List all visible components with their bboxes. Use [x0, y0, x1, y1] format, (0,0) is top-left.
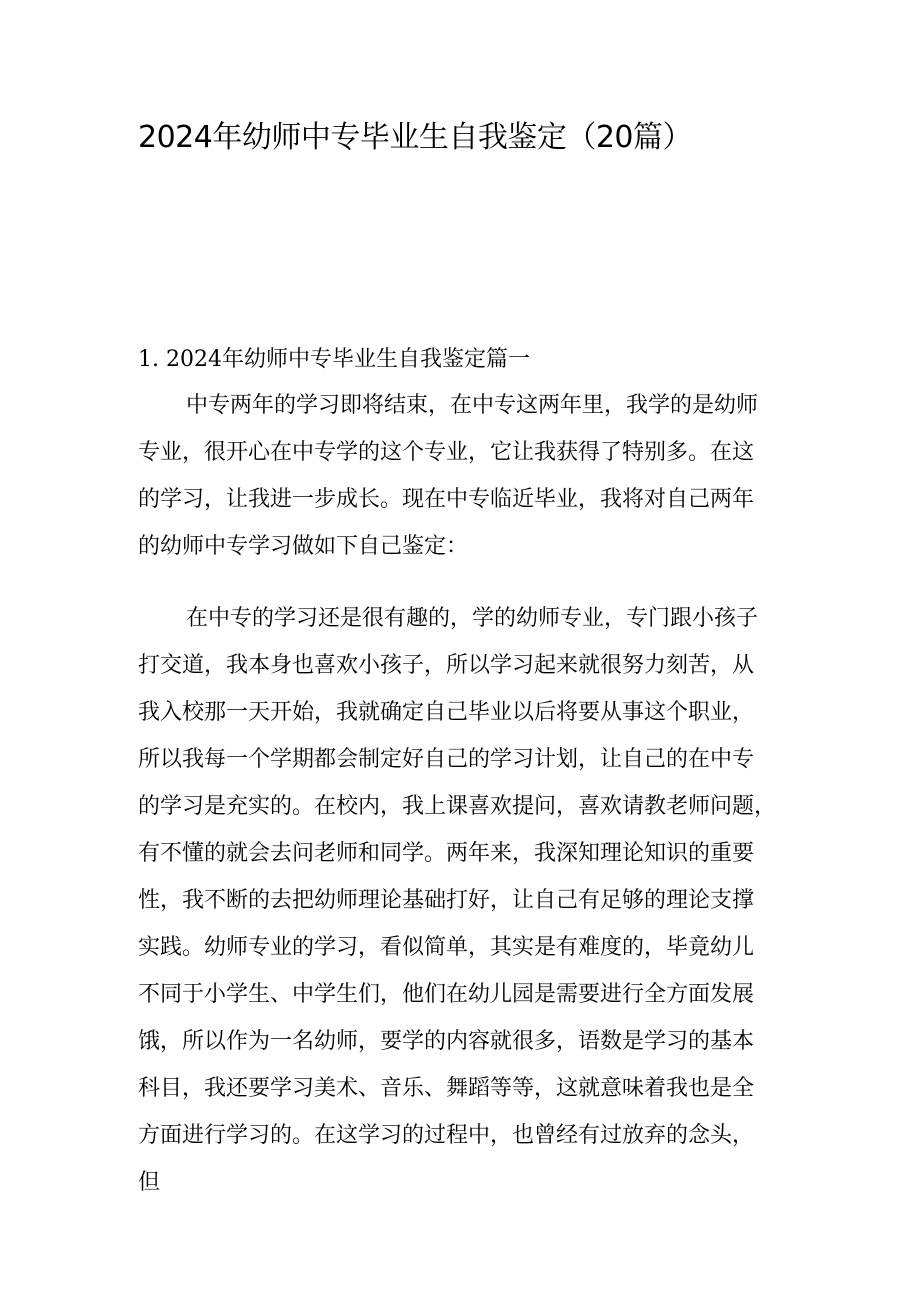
paragraph-line: 方面进行学习的。在这学习的过程中，也曾经有过放弃的念头， [138, 1123, 755, 1148]
paragraph-line: 专业，很开心在中专学的这个专业，它让我获得了特别多。在这 [138, 440, 755, 465]
paragraph-1 [138, 382, 798, 570]
paragraph-line: 但 [138, 1170, 161, 1195]
paragraph-line: 的学习，让我进一步成长。现在中专临近毕业，我将对自己两年 [138, 487, 755, 512]
paragraph-2 [138, 595, 798, 1206]
paragraph-line: 所以我每一个学期都会制定好自己的学习计划，让自己的在中专 [138, 747, 755, 772]
section-heading: 1. 2024年幼师中专毕业生自我鉴定篇一 [138, 347, 530, 372]
paragraph-line: 不同于小学生、中学生们，他们在幼儿园是需要进行全方面发展 [138, 982, 755, 1007]
paragraph-line: 饿，所以作为一名幼师，要学的内容就很多，语数是学习的基本 [138, 1029, 755, 1054]
paragraph-line: 打交道，我本身也喜欢小孩子，所以学习起来就很努力刻苦，从 [138, 653, 755, 678]
paragraph-line: 有不懂的就会去问老师和同学。两年来，我深知理论知识的重要 [138, 841, 755, 866]
document-title: 2024年幼师中专毕业生自我鉴定（20篇） [138, 120, 693, 155]
paragraph-line: 在中专的学习还是很有趣的，学的幼师专业，专门跟小孩子 [186, 606, 759, 631]
paragraph-line: 我入校那一天开始，我就确定自己毕业以后将要从事这个职业， [138, 700, 755, 725]
paragraph-line: 实践。幼师专业的学习，看似简单，其实是有难度的，毕竟幼儿 [138, 935, 755, 960]
paragraph-line: 的幼师中专学习做如下自己鉴定： [138, 534, 469, 559]
paragraph-line: 中专两年的学习即将结束，在中专这两年里，我学的是幼师 [186, 393, 759, 418]
paragraph-line: 性，我不断的去把幼师理论基础打好，让自己有足够的理论支撑 [138, 888, 755, 913]
paragraph-line: 的学习是充实的。在校内，我上课喜欢提问，喜欢请教老师问题， [138, 794, 777, 819]
paragraph-line: 科目，我还要学习美术、音乐、舞蹈等等，这就意味着我也是全 [138, 1076, 755, 1101]
